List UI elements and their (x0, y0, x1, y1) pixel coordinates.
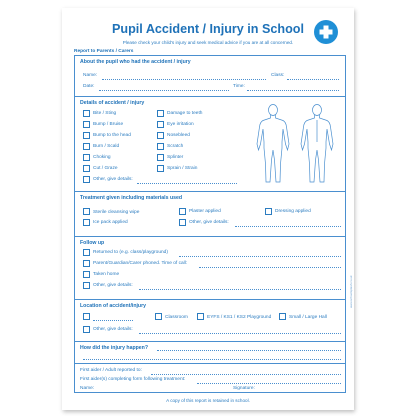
scratch-label: Scratch (167, 144, 184, 149)
sprain-strain-label: Sprain / Strain (167, 166, 198, 171)
playground-label: EYFS / KS1 / KS2 Playground (207, 315, 272, 320)
ice-pack-label: Ice pack applied (93, 220, 128, 225)
bump-head-checkbox[interactable] (83, 132, 90, 139)
hall-checkbox[interactable] (279, 313, 286, 320)
body-front-diagram[interactable] (253, 102, 293, 188)
phoned-checkbox[interactable] (83, 260, 90, 267)
how-field-1[interactable] (157, 350, 341, 351)
signature-label: Signature: (233, 386, 255, 391)
completing-field[interactable] (197, 383, 341, 384)
how-field-2[interactable] (83, 359, 341, 360)
location-section (75, 299, 345, 341)
form-subtitle: Please check your child's injury and seek medical advice if you are at all concerned. (122, 40, 294, 45)
location-other-label: Other, give details: (93, 327, 133, 332)
first-aid-cross-icon (314, 20, 338, 44)
follow-up-section (75, 236, 345, 299)
how-title: How did the injury happen? (80, 345, 149, 351)
details-other-field[interactable] (137, 183, 237, 184)
damage-teeth-label: Damage to teeth (167, 111, 203, 116)
plaster-checkbox[interactable] (179, 208, 186, 215)
how-section (75, 341, 345, 363)
eye-irritation-checkbox[interactable] (157, 121, 164, 128)
returned-field[interactable] (179, 256, 341, 257)
splinter-label: Splinter (167, 155, 184, 160)
body-back-diagram[interactable] (297, 102, 337, 188)
treatment-other-label: Other, give details: (189, 220, 229, 225)
taken-home-label: Taken home (93, 272, 120, 277)
cut-graze-checkbox[interactable] (83, 165, 90, 172)
returned-checkbox[interactable] (83, 249, 90, 256)
location-other-field[interactable] (139, 333, 341, 334)
class-field[interactable] (287, 79, 339, 80)
dressing-label: Dressing applied (275, 209, 311, 214)
follow-up-other-field[interactable] (139, 289, 341, 290)
phoned-time-field[interactable] (199, 267, 341, 268)
details-title: Details of accident / injury (80, 100, 145, 106)
classroom-label: Classroom (165, 315, 188, 320)
about-section (75, 56, 345, 96)
location-blank-checkbox[interactable] (83, 313, 90, 320)
aider-name-label: Name: (80, 386, 95, 391)
bump-bruise-checkbox[interactable] (83, 121, 90, 128)
date-field[interactable] (99, 90, 229, 91)
scratch-checkbox[interactable] (157, 143, 164, 150)
burn-scald-label: Burn / Scald (93, 144, 120, 149)
damage-teeth-checkbox[interactable] (157, 110, 164, 117)
aiders-section (75, 363, 345, 394)
dressing-checkbox[interactable] (265, 208, 272, 215)
follow-up-other-checkbox[interactable] (83, 282, 90, 289)
eye-irritation-label: Eye irritation (167, 122, 194, 127)
treatment-title: Treatment given including materials used (80, 195, 183, 201)
treatment-section (75, 191, 345, 236)
side-website-text: www.schoolsplash.co.uk (349, 275, 353, 308)
nosebleed-checkbox[interactable] (157, 132, 164, 139)
classroom-checkbox[interactable] (155, 313, 162, 320)
taken-home-checkbox[interactable] (83, 271, 90, 278)
details-other-checkbox[interactable] (83, 176, 90, 183)
name-label: Name: (83, 73, 98, 78)
class-label: Class: (271, 73, 285, 78)
returned-label: Returned to (e.g. class/playground) (93, 250, 168, 255)
choking-checkbox[interactable] (83, 154, 90, 161)
location-title: Location of accident/injury (80, 303, 147, 309)
sterile-wipe-checkbox[interactable] (83, 208, 90, 215)
burn-scald-checkbox[interactable] (83, 143, 90, 150)
treatment-other-checkbox[interactable] (179, 219, 186, 226)
bite-sting-checkbox[interactable] (83, 110, 90, 117)
location-blank-field[interactable] (93, 320, 133, 321)
form-title: Pupil Accident / Injury in School (112, 22, 304, 36)
details-section (75, 96, 345, 191)
hall-label: Small / Large Hall (289, 315, 327, 320)
bump-head-label: Bump to the head (93, 133, 131, 138)
treatment-other-field[interactable] (235, 226, 341, 227)
nosebleed-label: Nosebleed (167, 133, 190, 138)
splinter-checkbox[interactable] (157, 154, 164, 161)
footer-note: A copy of this report is retained in school. (166, 398, 250, 403)
aider-name-field[interactable] (97, 392, 227, 393)
bite-sting-label: Bite / Sting (93, 111, 117, 116)
cut-graze-label: Cut / Graze (93, 166, 118, 171)
report-to-label: Report to Parents / Carers (74, 49, 134, 54)
sterile-wipe-label: Sterile cleansing wipe (93, 210, 140, 215)
details-other-label: Other, give details: (93, 177, 133, 182)
location-other-checkbox[interactable] (83, 326, 90, 333)
form-box (74, 55, 346, 393)
signature-field[interactable] (259, 392, 341, 393)
about-title: About the pupil who had the accident / injury (80, 59, 191, 65)
follow-up-other-label: Other, give details: (93, 283, 133, 288)
completing-label: First aider(s) completing form following treatment: (80, 377, 186, 382)
time-label: Time: (233, 84, 245, 89)
name-field[interactable] (102, 79, 266, 80)
date-label: Date: (83, 84, 95, 89)
playground-checkbox[interactable] (197, 313, 204, 320)
accident-form-sheet (62, 8, 354, 410)
bump-bruise-label: Bump / Bruise (93, 122, 124, 127)
first-aider-label: First aider / Adult reported to: (80, 368, 142, 373)
choking-label: Choking (93, 155, 111, 160)
follow-up-title: Follow up (80, 240, 105, 246)
time-field[interactable] (247, 90, 339, 91)
phoned-label: Parent/Guardian/Carer phoned. Time of call: (93, 261, 188, 266)
ice-pack-checkbox[interactable] (83, 219, 90, 226)
first-aider-field[interactable] (151, 374, 341, 375)
plaster-label: Plaster applied (189, 209, 221, 214)
sprain-strain-checkbox[interactable] (157, 165, 164, 172)
